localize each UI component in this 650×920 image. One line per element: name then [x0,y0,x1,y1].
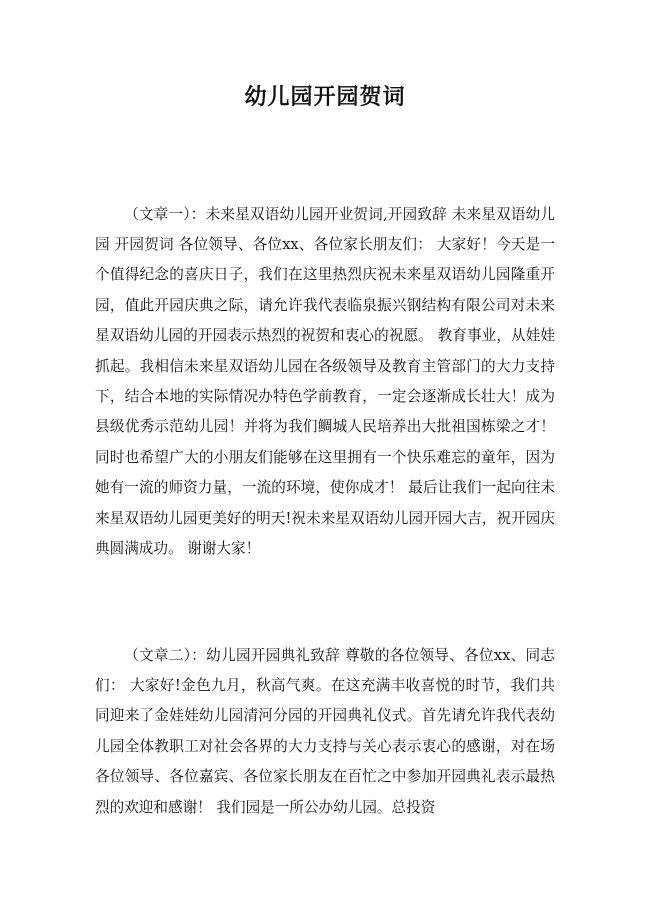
article-two-paragraph: （文章二）：幼儿园开园典礼致辞 尊敬的各位领导、各位xx、同志们： 大家好!金色九月，秋高气爽。在这充满丰收喜悦的时节，我们共同迎来了金娃娃幼儿园清河分园的开园典礼仪式。首先请允许我代表幼儿园全体教职工对社会各界的大力支持与关心表示衷心的感谢，对在场各位领导、各位嘉宾、各位家长朋友在百忙之中参加开园典礼表示最热烈的欢迎和感谢！ 我们园是一所公办幼儿园。总投资 [95,646,555,816]
article-one-paragraph: （文章一）：未来星双语幼儿园开业贺词,开园致辞 未来星双语幼儿园 开园贺词 各位领导、各位xx、各位家长朋友们： 大家好！今天是一个值得纪念的喜庆日子，我们在这里热烈庆祝未来星双语幼儿园隆重开园，值此开园庆典之际，请允许我代表临泉振兴钢结构有限公司对未来星双语幼儿园的开园表示热烈的祝贺和衷心的祝愿。 教育事业，从娃娃抓起。我相信未来星双语幼儿园在各级领导及教育主管部门的大力支持下，结合本地的实际情况办特色学前教育，一定会逐渐成长壮大！成为县级优秀示范幼儿园！并将为我们鲷城人民培养出大批祖国栋梁之才！ 同时也希望广大的小朋友们能够在这里拥有一个快乐难忘的童年，因为她有一流的师资力量，一流的环境，使你成才！ 最后让我们一起向往未来星双语幼儿园更美好的明天!祝未来星双语幼儿园开园大吉，祝开园庆典圆满成功。 谢谢大家！ [95,205,555,558]
document-title: 幼儿园开园贺词 [244,84,406,110]
